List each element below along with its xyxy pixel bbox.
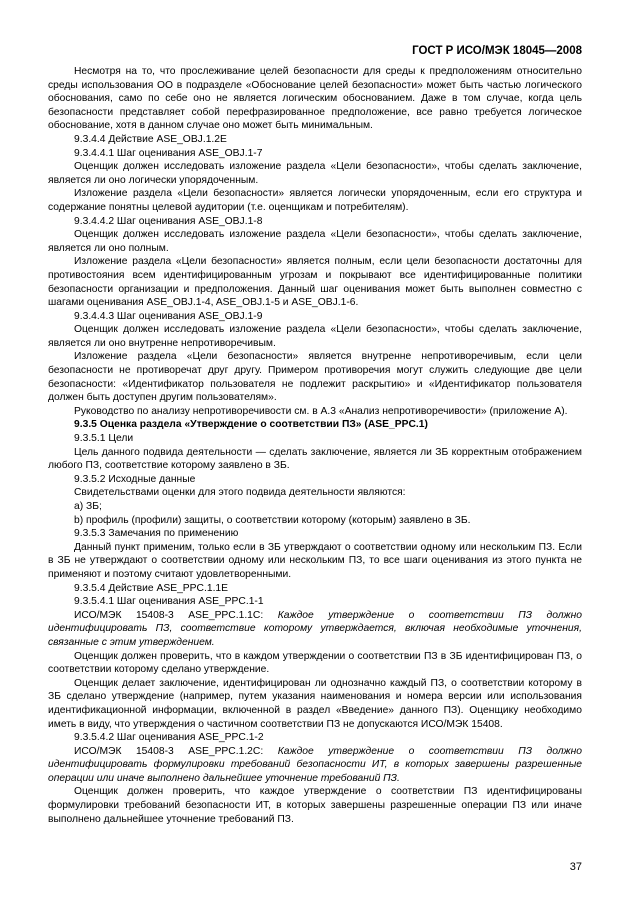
requirement-text: Каждое утверждение о соответствии ПЗ должно идентифицировать формулировки требований безопасности ИТ, в которых завершены разрешенные операции или иначе выполнено дальнейшее уточнение требований ПЗ. [48,745,582,784]
requirement-ref: ИСО/МЭК 15408-3 ASE_PPC.1.2C: [74,745,264,757]
paragraph: Руководство по анализу непротиворечивости см. в А.3 «Анализ непротиворечивости» (приложение А). [74,405,568,417]
list-item: b) профиль (профили) защиты, о соответствии которому (которым) заявлено в ЗБ. [74,514,471,526]
requirement-paragraph [48,745,582,786]
standard-code-header: ГОСТ Р ИСО/МЭК 18045—2008 [412,45,582,57]
clause-heading: 9.3.5.4 Действие ASE_PPC.1.1E [74,582,229,594]
paragraph: Изложение раздела «Цели безопасности» является внутренне непротиворечивым, если цели безопасности не противоречат друг другу. Примером противоречия могут служить следующие две цели безопасности: «Идентификатор пользователя не подлежит раскрытию» и «Идентификатор пользователя должен быть доступен другим пользователям». [48,351,582,404]
paragraph: Оценщик должен проверить, что в каждом утверждении о соответствии ПЗ в ЗБ идентифицирован ПЗ, о соответствии которому сделано утверждение. [48,650,582,676]
clause-heading: 9.3.4.4.2 Шаг оценивания ASE_OBJ.1-8 [74,215,263,227]
paragraph: Оценщик должен исследовать изложение раздела «Цели безопасности», чтобы сделать заключение, является ли оно полным. [48,229,582,254]
paragraph: Данный пункт применим, только если в ЗБ утверждают о соответствии одному или нескольким ПЗ. Если в ЗБ не утверждают о соответствии одному или нескольким ПЗ, то все шаги оценивания из этого пункта не применяют и поэтому считают удовлетворенными. [48,541,582,580]
paragraph: Оценщик должен проверить, что каждое утверждение о соответствии ПЗ идентифицированы формулировки требований безопасности ИТ, в которых завершены разрешенные операции ПЗ или иначе выполнено дальнейшее уточнение требований ПЗ. [48,786,582,825]
paragraph: Свидетельствами оценки для этого подвида деятельности являются: [74,487,406,499]
section-heading: 9.3.5 Оценка раздела «Утверждение о соответствии ПЗ» (ASE_PPC.1) [74,419,428,431]
paragraph: Цель данного подвида деятельности — сделать заключение, является ли ЗБ корректным отображением любого ПЗ, соответствие которому заявлено в ЗБ. [48,446,582,472]
clause-heading: 9.3.4.4.3 Шаг оценивания ASE_OBJ.1-9 [74,310,263,322]
list-item: a) ЗБ; [74,501,102,512]
page-number: 37 [569,861,582,873]
clause-heading: 9.3.5.4.1 Шаг оценивания ASE_PPC.1-1 [74,596,264,608]
clause-heading: 9.3.4.4.1 Шаг оценивания ASE_OBJ.1-7 [74,147,263,159]
paragraph: Изложение раздела «Цели безопасности» является логически упорядоченным, если его структура и содержание понятны целевой аудитории (т.е. оценщикам и потребителям). [48,188,582,213]
clause-heading: 9.3.5.4.2 Шаг оценивания ASE_PPC.1-2 [74,732,264,744]
paragraph: Изложение раздела «Цели безопасности» является полным, если цели безопасности достаточны для противостояния всем идентифицированным угрозам и покрывают все идентифицированные политики безопасности организации и предположения. Данный шаг оценивания может быть выполнен совместно с шагами оценивания ASE_OBJ.1-4, ASE_OBJ.1-5 и ASE_OBJ.1-6. [48,256,582,309]
paragraph: Оценщик должен исследовать изложение раздела «Цели безопасности», чтобы сделать заключение, является ли оно логически упорядоченным. [48,161,582,186]
document-body [48,65,582,826]
paragraph: Оценщик должен исследовать изложение раздела «Цели безопасности», чтобы сделать заключение, является ли оно внутренне непротиворечивым. [48,324,582,349]
requirement-paragraph [48,609,582,650]
requirement-ref: ИСО/МЭК 15408-3 ASE_PPC.1.1C: [74,609,264,621]
requirement-text: Каждое утверждение о соответствии ПЗ должно идентифицировать ПЗ, соответствие которому утверждается, включая необходимые уточнения, связанные с этим утверждением. [48,609,582,648]
clause-heading: 9.3.5.3 Замечания по применению [74,528,239,540]
clause-heading: 9.3.5.2 Исходные данные [74,473,196,485]
clause-heading: 9.3.4.4 Действие ASE_OBJ.1.2E [74,133,227,145]
clause-heading: 9.3.5.1 Цели [74,433,134,445]
paragraph: Оценщик делает заключение, идентифицирован ли однозначно каждый ПЗ, о соответствии которому в ЗБ сделано утверждение (например, путем указания наименования и номера версии или использования идентификационной информации, включенной в раздел «Введение» данного ПЗ). Оценщику необходимо иметь в виду, что утверждения о частичном соответствии ПЗ не допускаются ИСО/МЭК 15408. [48,677,582,730]
paragraph: Несмотря на то, что прослеживание целей безопасности для среды к предположениям относительно среды использования ОО в подразделе «Обоснование целей безопасности» может быть частью логического обоснования, само по себе оно не является логическим обоснованием. Даже в том случае, когда цель безопасности представляет собой перефразированное предположение, все равно требуется логическое обоснование, хотя в данном случае оно может быть минимальным. [48,66,582,132]
